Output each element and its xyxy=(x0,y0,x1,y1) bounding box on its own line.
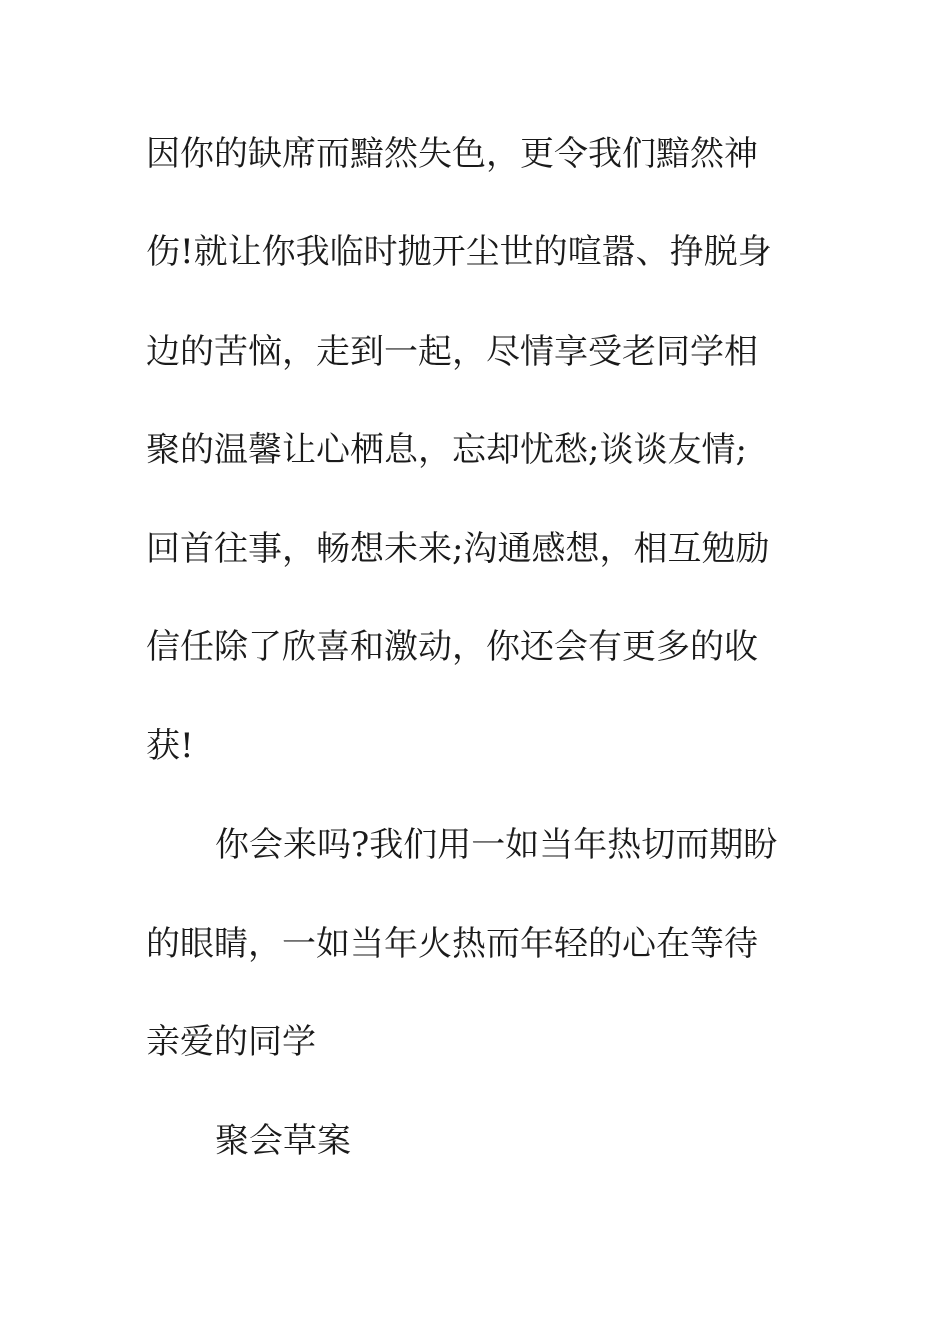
paragraph-line: 的眼睛，一如当年火热而年轻的心在等待 xyxy=(146,924,758,964)
paragraph-line: 获! xyxy=(146,726,194,766)
section-heading: 聚会草案 xyxy=(215,1121,351,1161)
paragraph-line: 亲爱的同学 xyxy=(146,1022,316,1062)
paragraph-line: 因你的缺席而黯然失色，更令我们黯然神 xyxy=(146,134,758,174)
paragraph-line: 聚的温馨让心栖息，忘却忧愁;谈谈友情; xyxy=(146,430,747,470)
paragraph-line: 信任除了欣喜和激动，你还会有更多的收 xyxy=(146,627,758,667)
paragraph-line: 回首往事，畅想未来;沟通感想，相互勉励 xyxy=(146,529,770,569)
paragraph-line: 边的苦恼，走到一起，尽情享受老同学相 xyxy=(146,332,758,372)
paragraph-line: 伤!就让你我临时抛开尘世的喧嚣、挣脱身 xyxy=(146,232,772,272)
paragraph-line: 你会来吗?我们用一如当年热切而期盼 xyxy=(215,825,778,865)
